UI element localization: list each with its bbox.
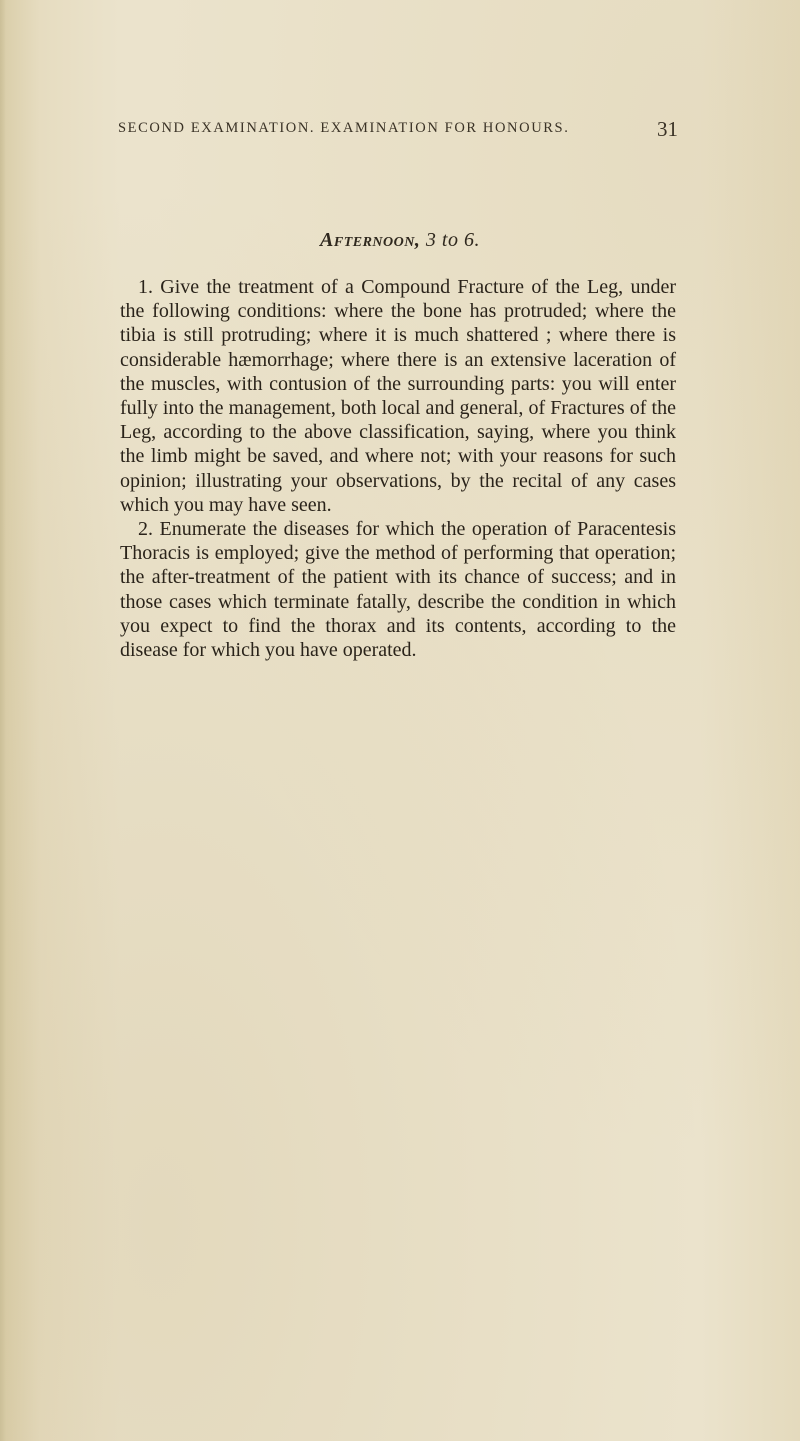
question-1: 1. Give the treatment of a Compound Fracture of the Leg, under the following conditions: where the bone has protruded; where the tibia is still protruding; where it is much shattered ; where there is considerable hæmorrhage; where there is an extensive laceration of the muscles, with contusion of the surrounding parts: you will enter fully into the management, both local and general, of Fractures of the Leg, according to the above classification, saying, where you think the limb might be saved, and where not; with your reasons for such opinion; illustrating your observations, by the recital of any cases which you may have seen. xyxy=(120,276,676,516)
section-heading xyxy=(0,229,800,252)
questions-body xyxy=(120,275,676,662)
section-heading-time: 3 to 6. xyxy=(420,229,480,251)
running-header xyxy=(118,117,678,141)
running-title: SECOND EXAMINATION. EXAMINATION FOR HONOURS. xyxy=(118,120,570,136)
question-2: 2. Enumerate the diseases for which the operation of Paracentesis Thoracis is employed; give the method of performing that operation; the after-treatment of the patient with its chance of success; and in those cases which terminate fatally, describe the condition in which you expect to find the thorax and its contents, according to the disease for which you have operated. xyxy=(120,518,676,662)
page-binding-shadow xyxy=(0,0,6,1441)
page-number: 31 xyxy=(657,117,678,141)
section-heading-main: Afternoon, xyxy=(320,229,421,251)
